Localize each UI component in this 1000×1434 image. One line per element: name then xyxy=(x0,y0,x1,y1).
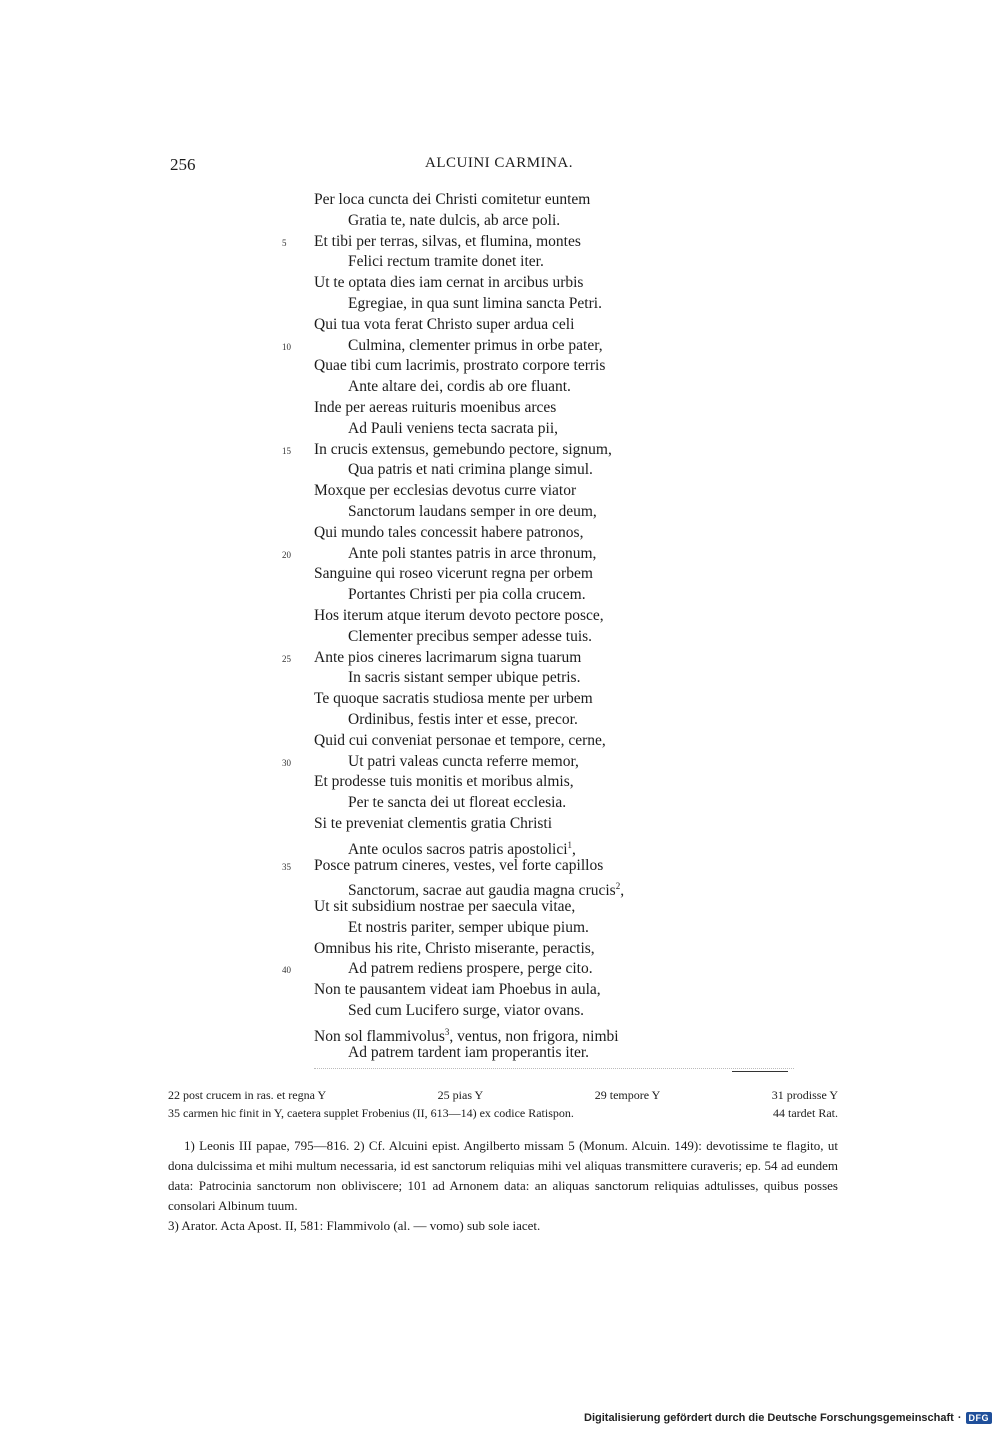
verse-line xyxy=(0,523,1000,544)
verse-text: Clementer precibus semper adesse tuis. xyxy=(348,627,593,645)
funding-notice: Digitalisierung gefördert durch die Deutsche Forschungsgemeinschaft · DFG xyxy=(584,1412,992,1424)
apparatus-note: 44 tardet Rat. xyxy=(773,1106,838,1120)
verse-line xyxy=(0,564,1000,585)
poem-verses xyxy=(0,190,1000,1063)
verse-line xyxy=(0,772,1000,793)
verse-text: Ut sit subsidium nostrae per saecula vitae, xyxy=(314,898,576,916)
apparatus-row-1 xyxy=(168,1086,838,1104)
verse-line xyxy=(0,939,1000,960)
verse-text: In crucis extensus, gemebundo pectore, signum, xyxy=(314,440,612,458)
page-number: 256 xyxy=(170,155,196,174)
verse-line xyxy=(0,668,1000,689)
verse-line xyxy=(0,710,1000,731)
verse-line xyxy=(0,232,1000,253)
verse-text: Moxque per ecclesias devotus curre viator xyxy=(314,482,577,500)
verse-line xyxy=(0,980,1000,1001)
verse-line xyxy=(0,856,1000,877)
verse-line xyxy=(0,897,1000,918)
verse-text: Ad Pauli veniens tecta sacrata pii, xyxy=(348,419,559,437)
verse-line xyxy=(0,544,1000,565)
apparatus-note: 29 tempore Y xyxy=(594,1088,661,1102)
verse-text: Non te pausantem videat iam Phoebus in aula, xyxy=(314,981,601,999)
verse-text: Ante poli stantes patris in arce thronum, xyxy=(348,544,597,562)
verse-text: Culmina, clementer primus in orbe pater, xyxy=(348,336,603,354)
line-number: 30 xyxy=(282,757,291,768)
verse-line xyxy=(0,814,1000,835)
verse-line xyxy=(0,481,1000,502)
verse-line xyxy=(0,356,1000,377)
verse-line xyxy=(0,294,1000,315)
line-number: 5 xyxy=(282,237,287,248)
verse-line xyxy=(0,918,1000,939)
verse-line xyxy=(0,835,1000,856)
apparatus-note: 25 pias Y xyxy=(437,1088,484,1102)
running-title: ALCUINI CARMINA. xyxy=(425,155,573,171)
verse-line xyxy=(0,460,1000,481)
verse-line xyxy=(0,959,1000,980)
verse-line xyxy=(0,440,1000,461)
verse-text: Gratia te, nate dulcis, ab arce poli. xyxy=(348,211,561,229)
verse-text: Si te preveniat clementis gratia Christi xyxy=(314,814,553,832)
verse-text: Ut te optata dies iam cernat in arcibus urbis xyxy=(314,274,584,292)
verse-line xyxy=(0,648,1000,669)
verse-text: Non sol flammivolus$^3$, ventus, non frigora, nimbi xyxy=(314,1026,619,1046)
verse-text: Qua patris et nati crimina plange simul. xyxy=(348,461,593,479)
critical-apparatus xyxy=(168,1086,838,1122)
verse-line xyxy=(0,606,1000,627)
verse-text: Sanctorum, sacrae aut gaudia magna crucis$^2$, xyxy=(348,881,625,900)
verse-text: Et tibi per terras, silvas, et flumina, montes xyxy=(314,232,581,250)
verse-text: Posce patrum cineres, vestes, vel forte capillos xyxy=(314,856,604,874)
verse-text: Qui mundo tales concessit habere patronos, xyxy=(314,523,584,541)
apparatus-note: 35 carmen hic finit in Y, caetera supplet Frobenius (II, 613—14) ex codice Ratispon. xyxy=(168,1106,574,1120)
verse-text: Egregiae, in qua sunt limina sancta Petri. xyxy=(348,294,602,312)
verse-text: Et nostris pariter, semper ubique pium. xyxy=(348,918,589,936)
line-number: 40 xyxy=(282,965,291,976)
line-number: 25 xyxy=(282,653,291,664)
line-number: 20 xyxy=(282,549,291,560)
verse-line xyxy=(0,731,1000,752)
verse-line xyxy=(0,1001,1000,1022)
apparatus-rule xyxy=(732,1071,788,1072)
cropped-line xyxy=(314,1068,794,1075)
verse-text: Quid cui conveniat personae et tempore, cerne, xyxy=(314,731,606,749)
verse-line xyxy=(0,793,1000,814)
verse-line xyxy=(0,398,1000,419)
verse-line xyxy=(0,627,1000,648)
verse-text: Felici rectum tramite donet iter. xyxy=(348,253,544,271)
verse-text: In sacris sistant semper ubique petris. xyxy=(348,669,581,687)
line-number: 15 xyxy=(282,445,291,456)
footnote-3: 3) Arator. Acta Apost. II, 581: Flammivolo (al. — vomo) sub sole iacet. xyxy=(168,1218,541,1233)
verse-line xyxy=(0,336,1000,357)
verse-text: Te quoque sacratis studiosa mente per urbem xyxy=(314,690,593,708)
apparatus-note: 22 post crucem in ras. et regna Y xyxy=(168,1088,327,1102)
verse-line xyxy=(0,1043,1000,1064)
verse-text: Ad patrem tardent iam properantis iter. xyxy=(348,1043,590,1061)
verse-text: Ante altare dei, cordis ab ore fluant. xyxy=(348,378,571,396)
verse-text: Portantes Christi per pia colla crucem. xyxy=(348,586,586,604)
verse-line xyxy=(0,752,1000,773)
verse-text: Sanguine qui roseo vicerunt regna per orbem xyxy=(314,565,593,583)
line-number: 35 xyxy=(282,861,291,872)
verse-text: Ut patri valeas cuncta referre memor, xyxy=(348,752,579,770)
verse-text: Per loca cuncta dei Christi comitetur euntem xyxy=(314,191,591,208)
verse-text: Sanctorum laudans semper in ore deum, xyxy=(348,502,597,520)
verse-text: Quae tibi cum lacrimis, prostrato corpore terris xyxy=(314,357,606,375)
verse-text: Et prodesse tuis monitis et moribus almis, xyxy=(314,773,574,791)
verse-line xyxy=(0,419,1000,440)
verse-text: Ante oculos sacros patris apostolici$^1$, xyxy=(348,839,576,858)
verse-line xyxy=(0,1022,1000,1046)
verse-line xyxy=(0,190,1000,211)
verse-text: Omnibus his rite, Christo miserante, peractis, xyxy=(314,939,595,957)
verse-text: Inde per aereas ruituris moenibus arces xyxy=(314,398,557,416)
verse-line xyxy=(0,689,1000,710)
apparatus-note: 31 prodisse Y xyxy=(771,1088,838,1102)
verse-line xyxy=(0,876,1000,900)
footnote-marker: 1 xyxy=(567,839,573,850)
line-number: 10 xyxy=(282,341,291,352)
footnote-1-2: 1) Leonis III papae, 795—816. 2) Cf. Alcuini epist. Angilberto missam 5 (Monum. Alcuin. 149): devotissime te flagito, ut dona dulcissima et mihi multum necessaria, id est sanctorum reliquias mihi vel aliquas transmittere curaveris; ep. 54 ad eundem data: Patrocinia sanctorum non obliviscere; 101 ad Arnonem data: an aliquas sanctorum reliquias adtulisses, quibus posses consolari Albinum tuum. xyxy=(168,1138,838,1213)
funding-text: Digitalisierung gefördert durch die Deutsche Forschungsgemeinschaft xyxy=(584,1412,954,1424)
dfg-logo: DFG xyxy=(966,1412,993,1424)
footnote-marker: 3 xyxy=(444,1026,450,1037)
verse-line xyxy=(0,252,1000,273)
verse-line xyxy=(0,377,1000,398)
verse-text: Sed cum Lucifero surge, viator ovans. xyxy=(348,1002,585,1020)
verse-text: Ordinibus, festis inter et esse, precor. xyxy=(348,710,578,728)
verse-line xyxy=(0,273,1000,294)
verse-line xyxy=(0,502,1000,523)
apparatus-row-2 xyxy=(168,1104,838,1122)
verse-text: Ad patrem rediens prospere, perge cito. xyxy=(348,960,593,978)
verse-text: Per te sancta dei ut floreat ecclesia. xyxy=(348,794,567,812)
verse-line xyxy=(0,315,1000,336)
verse-text: Hos iterum atque iterum devoto pectore posce, xyxy=(314,606,604,624)
verse-line xyxy=(0,585,1000,606)
footnotes xyxy=(168,1136,838,1236)
footnote-marker: 2 xyxy=(615,881,621,892)
verse-line xyxy=(0,211,1000,232)
verse-text: Ante pios cineres lacrimarum signa tuarum xyxy=(314,648,582,666)
verse-text: Qui tua vota ferat Christo super ardua celi xyxy=(314,315,575,333)
